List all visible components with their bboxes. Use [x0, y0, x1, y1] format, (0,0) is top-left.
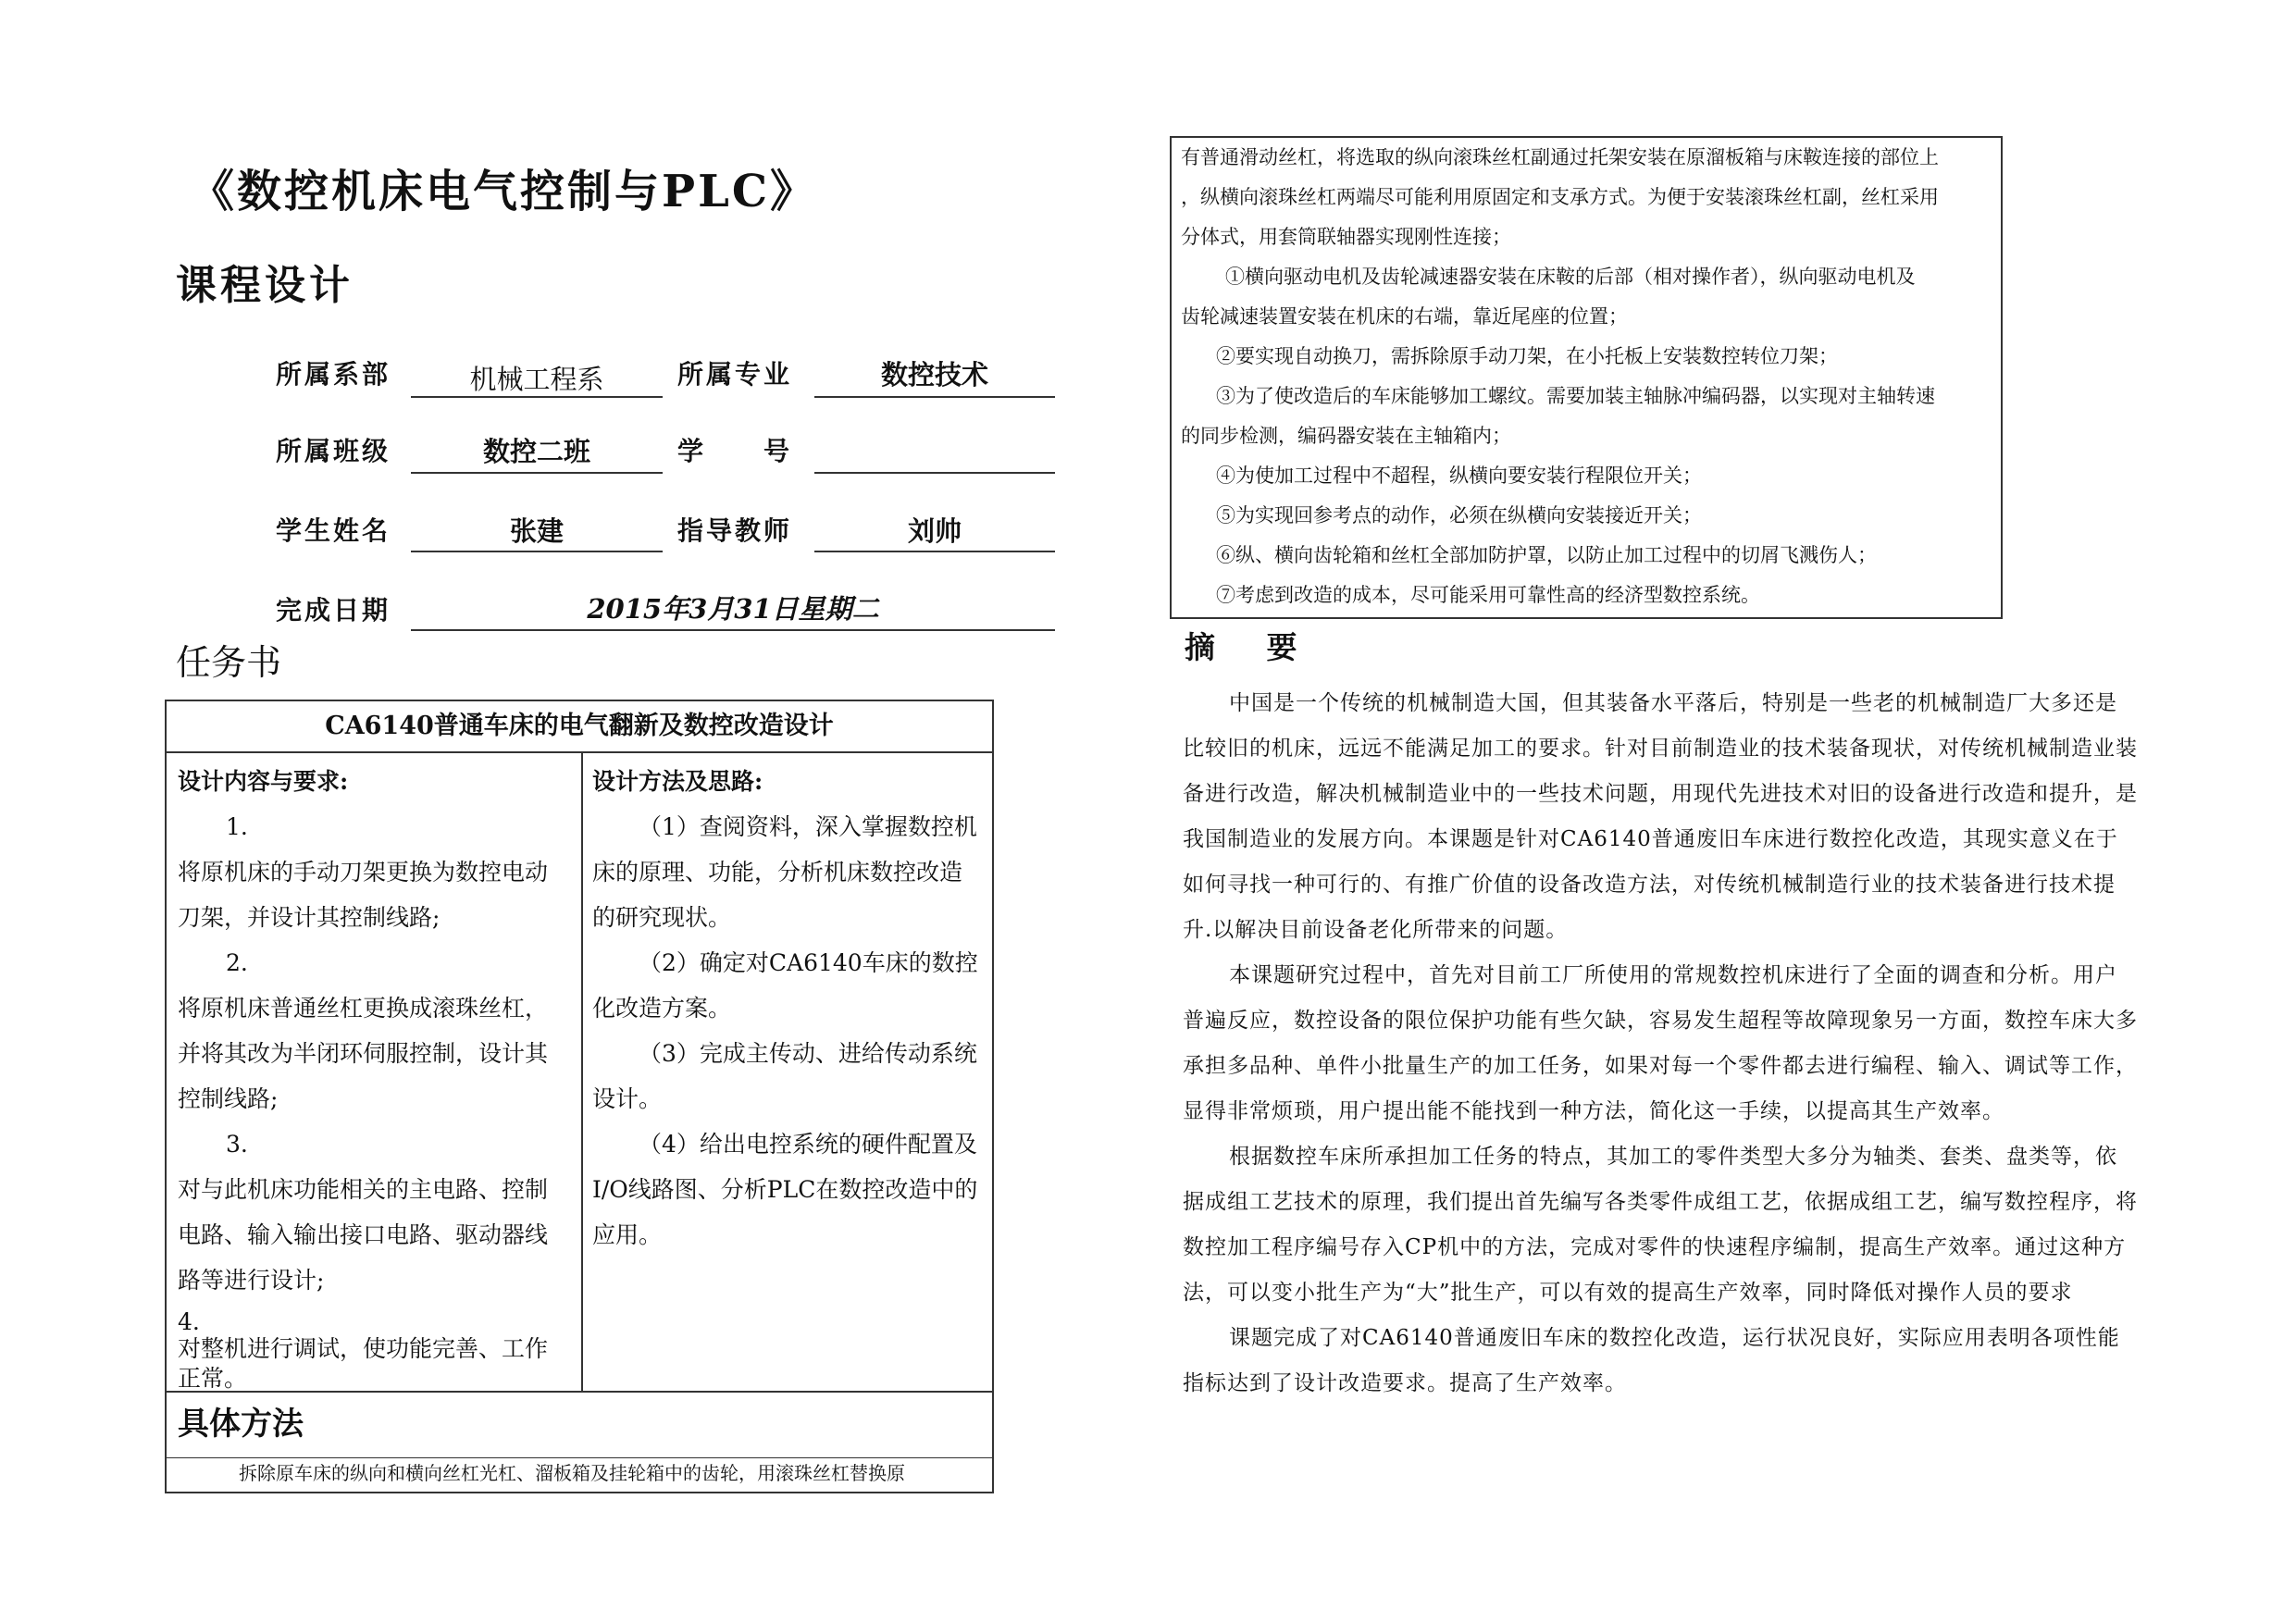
- box-line: ⑤为实现回参考点的动作，必须在纵横向安装接近开关；: [1216, 504, 1702, 527]
- date-value: 2015年3月31日星期二: [587, 593, 879, 625]
- class-underline: [411, 472, 663, 474]
- list-item: 4.: [178, 1308, 200, 1335]
- list-item: （1）查阅资料，深入掌握数控机床的原理、功能，分析机床数控改造的研究现状。: [592, 813, 977, 931]
- method-heading: 具体方法: [178, 1406, 304, 1443]
- id-underline: [814, 472, 1055, 474]
- box-line: ④为使加工过程中不超程，纵横向要安装行程限位开关；: [1216, 465, 1702, 487]
- name-label: 学生姓名: [276, 515, 391, 546]
- abstract-paragraph: 中国是一个传统的机械制造大国，但其装备水平落后，特别是一些老的机械制造厂大多还是比较旧的机床，远远不能满足加工的要求。针对目前制造业的技术装备现状，对传统机械制造业装备进行改造，解决机械制造业中的一些技术问题，用现代先进技术对旧的设备进行改造和提升，是我国制造业的发展方向。本课题是针对CA6140普通废旧车床进行数控化改造，其现实意义在于如何寻找一种可行的、有推广价值的设备改造方法，对传统机械制造行业的技术装备进行技术提升.以解决目前设备老化所带来的问题。: [1183, 691, 2138, 942]
- box-line: ①横向驱动电机及齿轮减速器安装在床鞍的后部（相对操作者），纵向驱动电机及: [1225, 266, 1916, 288]
- abstract-paragraph: 课题完成了对CA6140普通废旧车床的数控化改造，运行状况良好，实际应用表明各项性能指标达到了设计改造要求。提高了生产效率。: [1183, 1326, 2120, 1395]
- class-value: 数控二班: [482, 436, 590, 467]
- box-line: ②要实现自动换刀，需拆除原手动刀架，在小托板上安装数控转位刀架；: [1216, 345, 1838, 367]
- list-item: 对与此机床功能相关的主电路、控制电路、输入输出接口电路、驱动器线路等进行设计;: [178, 1176, 549, 1294]
- list-item: （3）完成主传动、进给传动系统设计。: [592, 1040, 977, 1112]
- list-item: （2）确定对CA6140车床的数控化改造方案。: [592, 949, 978, 1022]
- design-method-heading: 设计方法及思路:: [592, 768, 763, 795]
- list-item: 将原机床的手动刀架更换为数控电动刀架，并设计其控制线路;: [178, 859, 549, 931]
- abstract-paragraph: 根据数控车床所承担加工任务的特点，其加工的零件类型大多分为轴类、套类、盘类等，依据成组工艺技术的原理，我们提出首先编写各类零件成组工艺，依据成组工艺，编写数控程序，将数控加工程序编号存入CP机中的方法，完成对零件的快速程序编制，提高生产效率。通过这种方法，可以变小批生产为“大”批生产，可以有效的提高生产效率，同时降低对操作人员的要求: [1183, 1145, 2138, 1305]
- list-item: 对整机进行调试，使功能完善、工作正常。: [178, 1335, 549, 1392]
- task-table-divider: [581, 751, 583, 1391]
- design-content-column: [178, 759, 566, 1394]
- box-line: ，纵横向滚珠丝杠两端尽可能利用原固定和支承方式。为便于安装滚珠丝杠副，丝杠采用: [1181, 186, 1939, 208]
- box-line: ⑦考虑到改造的成本，尽可能采用可靠性高的经济型数控系统。: [1216, 584, 1760, 606]
- list-item: （4）给出电控系统的硬件配置及I/O线路图、分析PLC在数控改造中的应用。: [592, 1131, 978, 1248]
- box-line: ③为了使改造后的车床能够加工螺纹。需要加装主轴脉冲编码器，以实现对主轴转速: [1216, 385, 1935, 407]
- major-underline: [814, 396, 1055, 398]
- dept-value: 机械工程系: [469, 364, 604, 395]
- abstract-body: [1183, 681, 2139, 1406]
- method-section: [167, 1391, 992, 1457]
- abstract-heading: 摘 要: [1185, 629, 1318, 665]
- task-table: [165, 700, 994, 1493]
- date-label: 完成日期: [276, 595, 391, 626]
- list-item: 3.: [226, 1131, 248, 1158]
- design-content-heading: 设计内容与要求:: [178, 768, 349, 795]
- date-underline: [411, 629, 1055, 631]
- teacher-label: 指导教师: [677, 515, 793, 546]
- box-line: 有普通滑动丝杠，将选取的纵向滚珠丝杠副通过托架安装在原溜板箱与床鞍连接的部位上: [1181, 146, 1939, 168]
- taskbook-heading: 任务书: [176, 642, 282, 683]
- dept-underline: [411, 396, 663, 398]
- teacher-underline: [814, 551, 1055, 552]
- name-underline: [411, 551, 663, 552]
- cover-subtitle: 课程设计: [176, 262, 354, 309]
- box-line: ⑥纵、横向齿轮箱和丝杠全部加防护罩，以防止加工过程中的切屑飞溅伤人；: [1216, 544, 1877, 566]
- list-item: 1.: [226, 813, 248, 840]
- task-table-title: CA6140普通车床的电气翻新及数控改造设计: [167, 701, 992, 753]
- dept-label: 所属系部: [276, 359, 391, 390]
- class-label: 所属班级: [276, 436, 391, 466]
- list-item: 2.: [226, 949, 248, 976]
- teacher-value: 刘帅: [907, 515, 962, 547]
- major-value: 数控技术: [880, 359, 988, 390]
- name-value: 张建: [509, 515, 564, 547]
- abstract-paragraph: 本课题研究过程中，首先对目前工厂所使用的常规数控机床进行了全面的调查和分析。用户普遍反应，数控设备的限位保护功能有些欠缺，容易发生超程等故障现象另一方面，数控车床大多承担多品种、单件小批量生产的加工任务，如果对每一个零件都去进行编程、输入、调试等工作，显得非常烦琐，用户提出能不能找到一种方法，简化这一手续，以提高其生产效率。: [1183, 963, 2138, 1123]
- box-line: 的同步检测，编码器安装在主轴箱内；: [1181, 425, 1511, 447]
- cover-title: 《数控机床电气控制与PLC》: [190, 166, 818, 217]
- list-item: 将原机床普通丝杠更换成滚珠丝杠，并将其改为半闭环伺服控制，设计其控制线路;: [178, 995, 549, 1112]
- box-line: 分体式，用套筒联轴器实现刚性连接；: [1181, 226, 1511, 248]
- design-method-column: [592, 759, 981, 1258]
- method-text: 拆除原车床的纵向和横向丝杠光杠、溜板箱及挂轮箱中的齿轮，用滚珠丝杠替换原: [167, 1457, 992, 1488]
- id-label: 学 号: [677, 436, 793, 466]
- box-line: 齿轮减速装置安装在机床的右端，靠近尾座的位置；: [1181, 305, 1628, 328]
- method-continued-box: [1170, 136, 2003, 619]
- major-label: 所属专业: [677, 359, 793, 390]
